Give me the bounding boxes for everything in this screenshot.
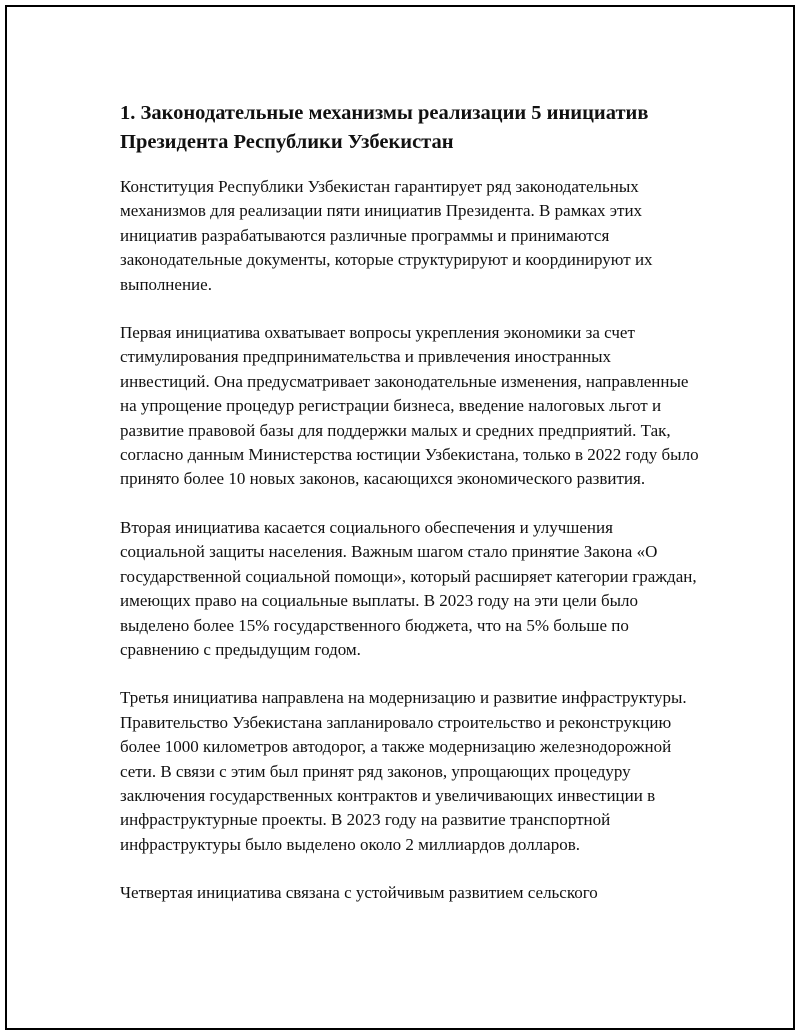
- section-heading: 1. Законодательные механизмы реализации 5 инициатив Президента Республики Узбекистан: [120, 102, 649, 153]
- paragraph-third-initiative: Третья инициатива направлена на модернизацию и развитие инфраструктуры. Правительство Узбекистана запланировало строительство и реконструкцию более 1000 километров автодорог, а также модернизацию железнодорожной сети. В связи с этим был принят ряд законов, упрощающих процедуру заключения государственных контрактов и увеличивающих инвестиции в инфраструктурные проекты. В 2023 году на развитие транспортной инфраструктуры было выделено около 2 миллиардов долларов.: [120, 688, 687, 854]
- document-body: [120, 99, 700, 930]
- page-frame: [5, 5, 795, 1030]
- paragraph-first-initiative: Первая инициатива охватывает вопросы укрепления экономики за счет стимулирования предпринимательства и привлечения иностранных инвестиций. Она предусматривает законодательные изменения, направленные на упрощение процедур регистрации бизнеса, введение налоговых льгот и развитие правовой базы для поддержки малых и средних предприятий. Так, согласно данным Министерства юстиции Узбекистана, только в 2022 году было принято более 10 новых законов, касающихся экономического развития.: [120, 323, 699, 489]
- paragraph-constitution: Конституция Республики Узбекистан гарантирует ряд законодательных механизмов для реализации пяти инициатив Президента. В рамках этих инициатив разрабатываются различные программы и принимаются законодательные документы, которые структурируют и координируют их выполнение.: [120, 177, 653, 294]
- paragraph-second-initiative: Вторая инициатива касается социального обеспечения и улучшения социальной защиты населения. Важным шагом стало принятие Закона «О государственной социальной помощи», который расширяет категории граждан, имеющих право на социальные выплаты. В 2023 году на эти цели было выделено более 15% государственного бюджета, что на 5% больше по сравнению с предыдущим годом.: [120, 517, 697, 659]
- paragraph-fourth-initiative: Четвертая инициатива связана с устойчивым развитием сельского: [120, 883, 598, 903]
